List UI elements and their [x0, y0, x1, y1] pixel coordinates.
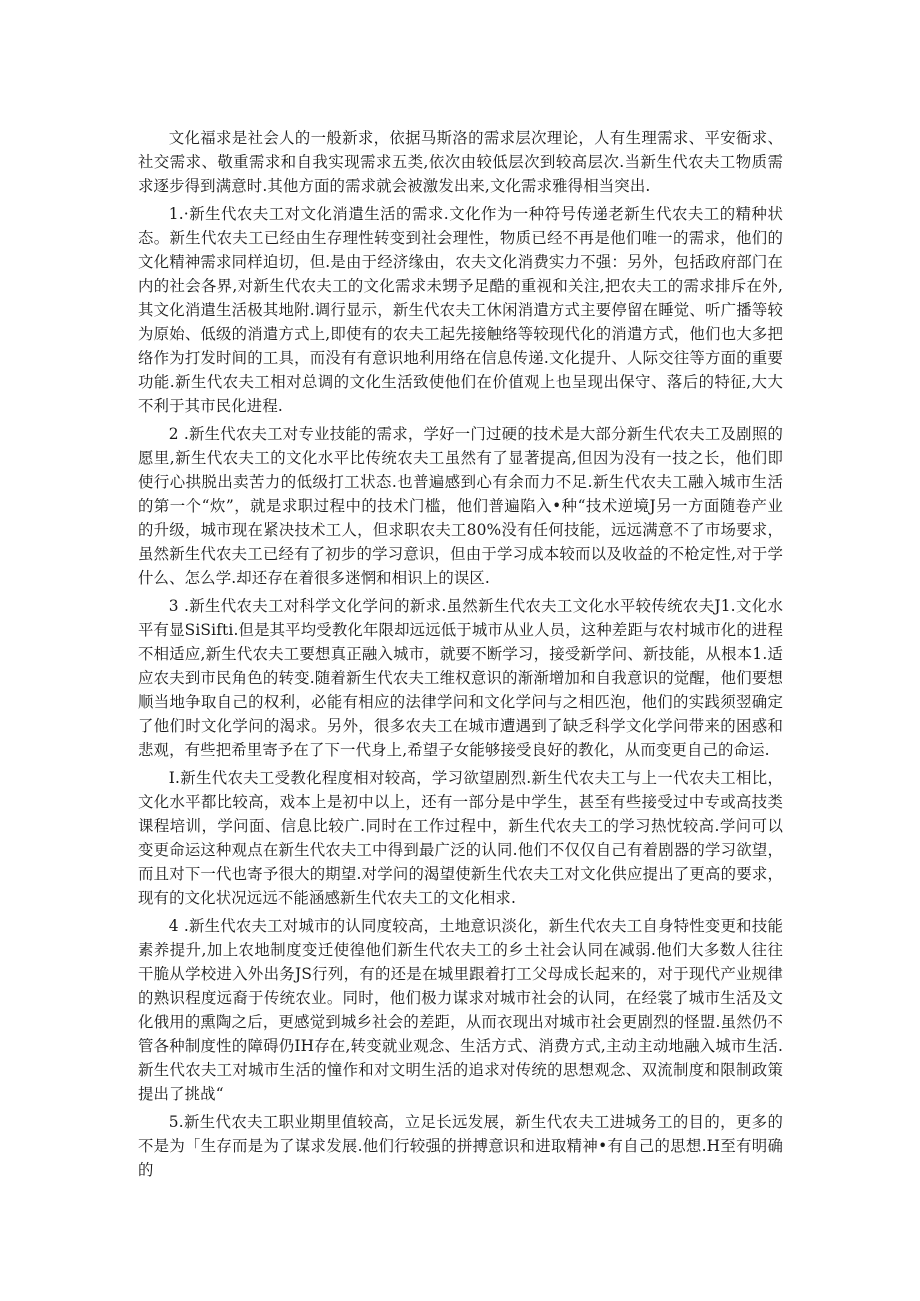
paragraph-5: 5.新生代农夫工职业期里值较高，立足长远发展，新生代农夫工进城务工的目的，更多的不是为「生存而是为了谋求发展.他们行较强的拼搏意识和进取精神•有自己的思想.H至有明确的 — [138, 1113, 783, 1179]
paragraph-intro: 文化福求是社会人的一般新求，依据马斯洛的需求层次理论，人有生理需求、平安衙求、社交需求、敬重需求和自我实现需求五类,依次由较低层次到较高层次.当新生代农夫工物质需求逐步得到满意时.其他方面的需求就会被激发出来,文化需求雅得相当突出. — [138, 129, 783, 195]
paragraph-i: I.新生代农夫工受教化程度相对较高，学习欲望剧烈.新生代农夫工与上一代农夫工相比，文化水平都比较高，戏本上是初中以上，还有一部分是中学生，甚至有些接受过中专或高技类课程培训，学问面、信息比较广.同时在工作过程中，新生代农夫工的学习热忱较高.学问可以变更命运这种观点在新生代农夫工中得到最广泛的认同.他们不仅仅自己有着剧器的学习欲望，而且对下一代也寄予很大的期望.对学问的渴望使新生代农夫工对文化供应提出了更高的要求，现有的文化状况远远不能涵感新生代农夫工的文化相求. — [138, 769, 783, 907]
paragraph-1: 1.·新生代农夫工对文化消遣生活的需求.文化作为一种符号传递老新生代农夫工的精种状态。新生代农夫工已经由生存理性转变到社会理性，物质已经不再是他们唯一的需求，他们的文化精神需求同样迫切，但.是由于经济缘由，农夫文化消费实力不强：另外，包括政府部门在内的社会各界,对新生代农夫工的文化需求未甥予足酷的重视和关注,把农夫工的需求排斥在外,其文化消遣生活极其地附.调行显示，新生代农夫工休闲消遣方式主要停留在睡觉、听广播等较为原始、低级的消遣方式上,即使有的农夫工起先接触络等较现代化的消遣方式，他们也大多把络作为打发时间的工具，而没有有意识地利用络在信息传递.文化提升、人际交往等方面的重要功能.新生代农夫工相对总调的文化生活致使他们在价值观上也呈现出保守、落后的特征,大大不利于其市民化进程. — [138, 205, 783, 415]
paragraph-4: 4 .新生代农夫工对城市的认同度较高，土地意识淡化，新生代农夫工自身特性变更和技能素养提升,加上农地制度变迁使徨他们新生代农夫工的乡土社会认同在减弱.他们大多数人往往干脆从学校进入外出务JS行列，有的还是在城里跟着打工父母成长起来的，对于现代产业规律的熟识程度远裔于传统农业。同时，他们极力谋求对城市社会的认同，在经裳了城市生活及文化俄用的熏陶之后，更感觉到城乡社会的差距，从而衣现出对城市社会更剧烈的怪盟.虽然仍不管各种制度性的障碍仍IH存在,转变就业观念、生活方式、消费方式,主动主动地融入城市生活.新生代农夫工对城市生活的憧作和对文明生活的追求对传统的思想观念、双流制度和限制政策提出了挑战“ — [138, 917, 783, 1103]
paragraph-2: 2 .新生代农夫工对专业技能的需求，学好一门过硬的技术是大部分新生代农夫工及剧照的愿里,新生代农夫工的文化水平比传统农夫工虽然有了显著提高,但因为没有一技之长，他们即使行心拱脱出卖苦力的低级打工状态.也普遍感到心有余而力不足.新生代农夫工融入城市生活的第一个“炊”，就是求职过程中的技术门槛，他们普遍陷入•种“技术逆境J另一方面随卷产业的升级，城市现在紧决技术工人，但求职农夫工80%没有任何技能，远远满意不了市场要求，虽然新生代农夫工已经有了初步的学习意识，但由于学习成本较而以及收益的不枪定性,对于学什么、怎么学.却还存在着很多迷惘和相识上的误区. — [138, 425, 783, 587]
document-body — [138, 126, 783, 1186]
paragraph-3: 3 .新生代农夫工对科学文化学问的新求.虽然新生代农夫工文化水平较传统农夫J1.文化水平有显SiSifti.但是其平均受教化年限却远远低于城市从业人员，这种差距与农村城市化的进程不相适应,新生代农夫工要想真正融入城市，就要不断学习，接受新学问、新技能，从根本1.适应农夫到市民角色的转变.随着新生代农夫工维权意识的渐渐增加和自我意识的觉醒，他们要想顺当地争取自己的权利，必能有相应的法律学问和文化学问与之相匹泡，他们的实践须翌确定了他们时文化学问的渴求。另外，很多农夫工在城市遭遇到了缺乏科学文化学问带来的困惑和悲观，有些把希里寄予在了下一代身上,希望子女能够接受良好的教化，从而变更自己的命运. — [138, 597, 783, 759]
